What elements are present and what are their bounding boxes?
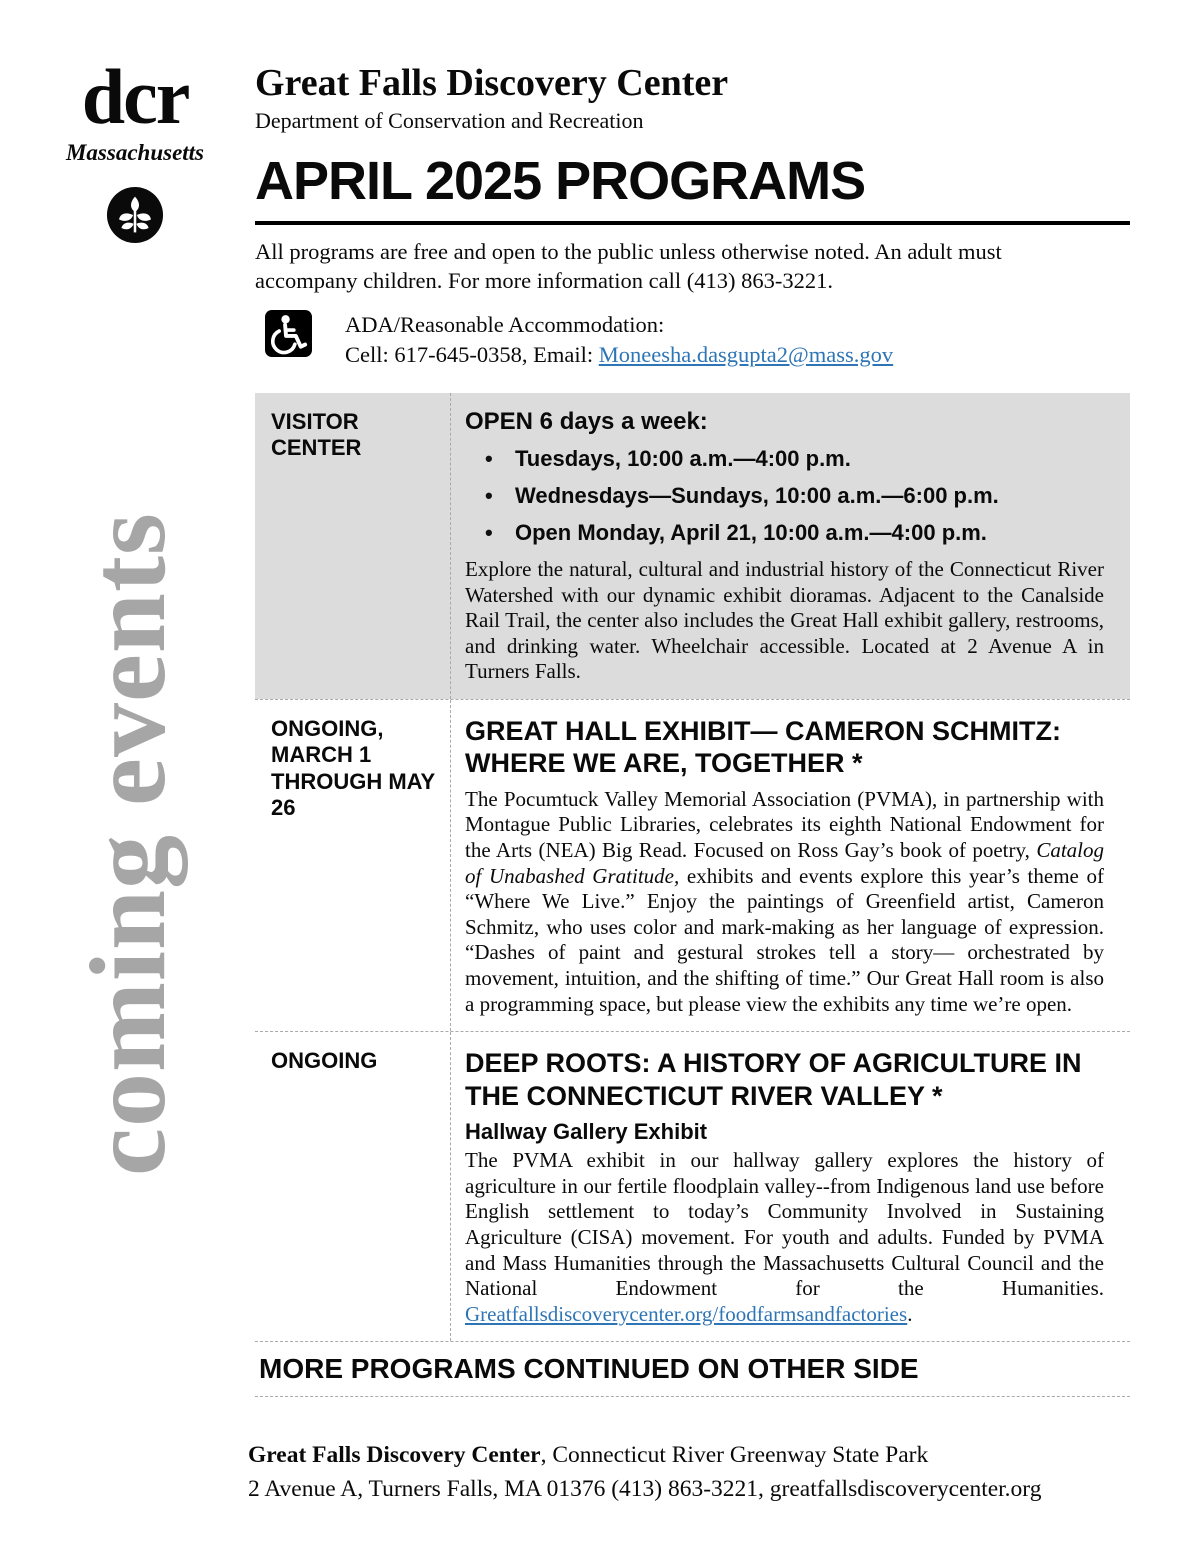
program-description [465, 1148, 1104, 1327]
program-date-label: ONGOING, MARCH 1 THROUGH MAY 26 [255, 700, 451, 1031]
dcr-logo [50, 53, 220, 249]
ada-line1: ADA/Reasonable Accommodation: [345, 312, 665, 338]
page-title: APRIL 2025 PROGRAMS [255, 150, 866, 211]
hours-tuesday: Tuesdays, 10:00 a.m.—4:00 p.m. [515, 446, 851, 471]
hours-list [485, 446, 1104, 546]
program-row-great-hall [255, 699, 1130, 1031]
intro-paragraph: All programs are free and open to the public unless otherwise noted. An adult must accompany children. For more information call (413) 863-3221. [255, 238, 1002, 293]
program-date-label: ONGOING [255, 1032, 451, 1341]
org-department: Department of Conservation and Recreation [255, 107, 644, 133]
open-hours-heading: OPEN 6 days a week: [465, 408, 708, 435]
list-item [485, 520, 1104, 546]
program-description [465, 787, 1104, 1017]
program-content [451, 700, 1130, 1031]
footer-org-name: Great Falls Discovery Center [248, 1442, 541, 1468]
ada-line2 [345, 340, 893, 369]
footer-park-name: , Connecticut River Greenway State Park [540, 1442, 929, 1468]
footer [248, 1438, 1148, 1506]
program-title: GREAT HALL EXHIBIT— CAMERON SCHMITZ: WHERE WE ARE, TOGETHER * [465, 716, 1061, 779]
program-sections [255, 393, 1130, 1397]
dcr-logo-state: Massachusetts [65, 140, 205, 165]
ada-cell-label: Cell: 617-645-0358, Email: [345, 341, 599, 367]
visitor-center-row [255, 393, 1130, 699]
list-item [485, 483, 1104, 509]
dcr-plant-seal-icon [106, 186, 164, 244]
visitor-center-content [451, 393, 1130, 699]
list-item [485, 446, 1104, 472]
visitor-center-label: VISITOR CENTER [255, 393, 451, 699]
program-description-part1: The Pocumtuck Valley Memorial Association (PVMA), in partnership with Montague Public Libraries, celebrates its eighth National Endowment for the Arts (NEA) Big Read. Focused on Ross Gay’s book of poetry, [465, 786, 1104, 863]
ada-accommodation-block [255, 310, 1130, 369]
footer-line1 [248, 1438, 1148, 1472]
program-description-part2: exhibits and events explore this year’s theme of “Where We Live.” Enjoy the paintings of Greenfield artist, Cameron Schmitz, who uses color and mark-making as her language of expression. “Dashes of paint and gestural strokes tell a story— orchestrated by movement, intuition, and the shifting of time.” Our Great Hall room is also a programming space, but please view the exhibits any time we’re open. [465, 863, 1104, 1016]
ada-email-link[interactable]: Moneesha.dasgupta2@mass.gov [598, 341, 894, 367]
food-farms-factories-link[interactable]: Greatfallsdiscoverycenter.org/foodfarmsandfactories [465, 1301, 908, 1326]
title-rule [255, 221, 1130, 225]
coming-events-vertical-banner: coming events [69, 512, 188, 1176]
bullet-icon: • [485, 446, 493, 471]
program-row-deep-roots [255, 1031, 1130, 1341]
program-description-part1: The PVMA exhibit in our hallway gallery explores the history of agriculture in our fertile floodplain valley--from Indigenous land use before English settlement to today’s Community Involved in Sustaining Agriculture (CISA) movement. For youth and adults. Funded by PVMA and Mass Humanities through the Massachusetts Cultural Council and the National Endowment for the Humanities. [465, 1148, 1104, 1301]
ada-contact-text [345, 310, 893, 369]
bullet-icon: • [485, 483, 493, 508]
footer-line2: 2 Avenue A, Turners Falls, MA 01376 (413) 863-3221, greatfallsdiscoverycenter.org [248, 1476, 1042, 1503]
header [255, 64, 1130, 369]
more-programs-notice: MORE PROGRAMS CONTINUED ON OTHER SIDE [255, 1341, 1130, 1397]
org-name: Great Falls Discovery Center [255, 62, 729, 104]
wheelchair-accessibility-icon [265, 310, 312, 357]
dcr-logo-acronym: dcr [81, 53, 189, 140]
bullet-icon: • [485, 520, 493, 545]
book-title-italic: Catalog of Unabashed Gratitude, [465, 838, 1104, 888]
hours-wed-sun: Wednesdays—Sundays, 10:00 a.m.—6:00 p.m. [515, 483, 999, 508]
visitor-center-description: Explore the natural, cultural and industrial history of the Connecticut River Watershed with our dynamic exhibit dioramas. Adjacent to the Canalside Rail Trail, the center also includes the Great Hall exhibit gallery, restrooms, and drinking water. Wheelchair accessible. Located at 2 Avenue A in Turners Falls. [465, 557, 1104, 684]
program-description-part2: . [907, 1301, 913, 1326]
program-subtitle: Hallway Gallery Exhibit [465, 1119, 708, 1145]
program-title: DEEP ROOTS: A HISTORY OF AGRICULTURE IN THE CONNECTICUT RIVER VALLEY * [465, 1048, 1082, 1111]
hours-monday-april21: Open Monday, April 21, 10:00 a.m.—4:00 p.m. [515, 520, 987, 545]
program-content [451, 1032, 1130, 1341]
